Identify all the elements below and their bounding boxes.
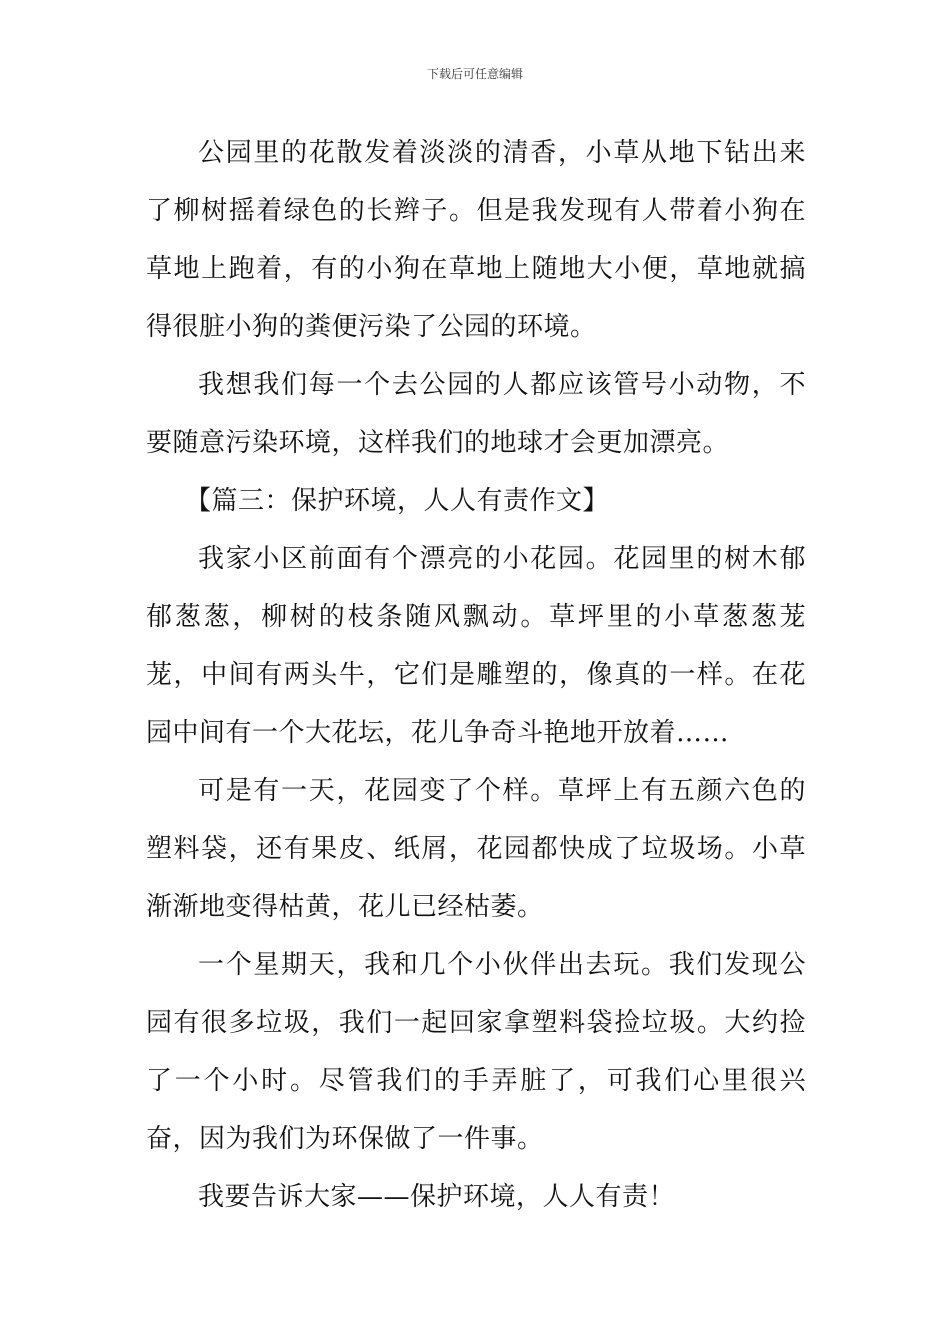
paragraph-picking-trash: 一个星期天，我和几个小伙伴出去玩。我们发现公园有很多垃圾，我们一起回家拿塑料袋捡垃圾。大约捡了一个小时。尽管我们的手弄脏了，可我们心里很兴奋，因为我们为环保做了一件事。 — [146, 950, 806, 1154]
paragraph-garden-changed: 可是有一天，花园变了个样。草坪上有五颜六色的塑料袋，还有果皮、纸屑，花园都快成了垃圾场。小草渐渐地变得枯黄，花儿已经枯萎。 — [146, 776, 806, 922]
document-body — [146, 124, 806, 1226]
paragraph-garden-description: 我家小区前面有个漂亮的小花园。花园里的树木郁郁葱葱，柳树的枝条随风飘动。草坪里的小草葱葱茏茏，中间有两头牛，它们是雕塑的，像真的一样。在花园中间有一个大花坛，花儿争奇斗艳地开放着…… — [146, 544, 806, 748]
section-title: 【篇三：保护环境，人人有责作文】 — [185, 486, 610, 516]
paragraph-conclusion: 我要告诉大家——保护环境，人人有责！ — [198, 1182, 676, 1212]
paragraph-park-pollution: 公园里的花散发着淡淡的清香，小草从地下钻出来了柳树摇着绿色的长辫子。但是我发现有人带着小狗在草地上跑着，有的小狗在草地上随地大小便，草地就搞得很脏小狗的粪便污染了公园的环境。 — [146, 138, 806, 342]
paragraph-take-care-animals: 我想我们每一个去公园的人都应该管号小动物，不要随意污染环境，这样我们的地球才会更加漂亮。 — [146, 370, 806, 458]
page-header-note: 下载后可任意编辑 — [426, 67, 523, 81]
